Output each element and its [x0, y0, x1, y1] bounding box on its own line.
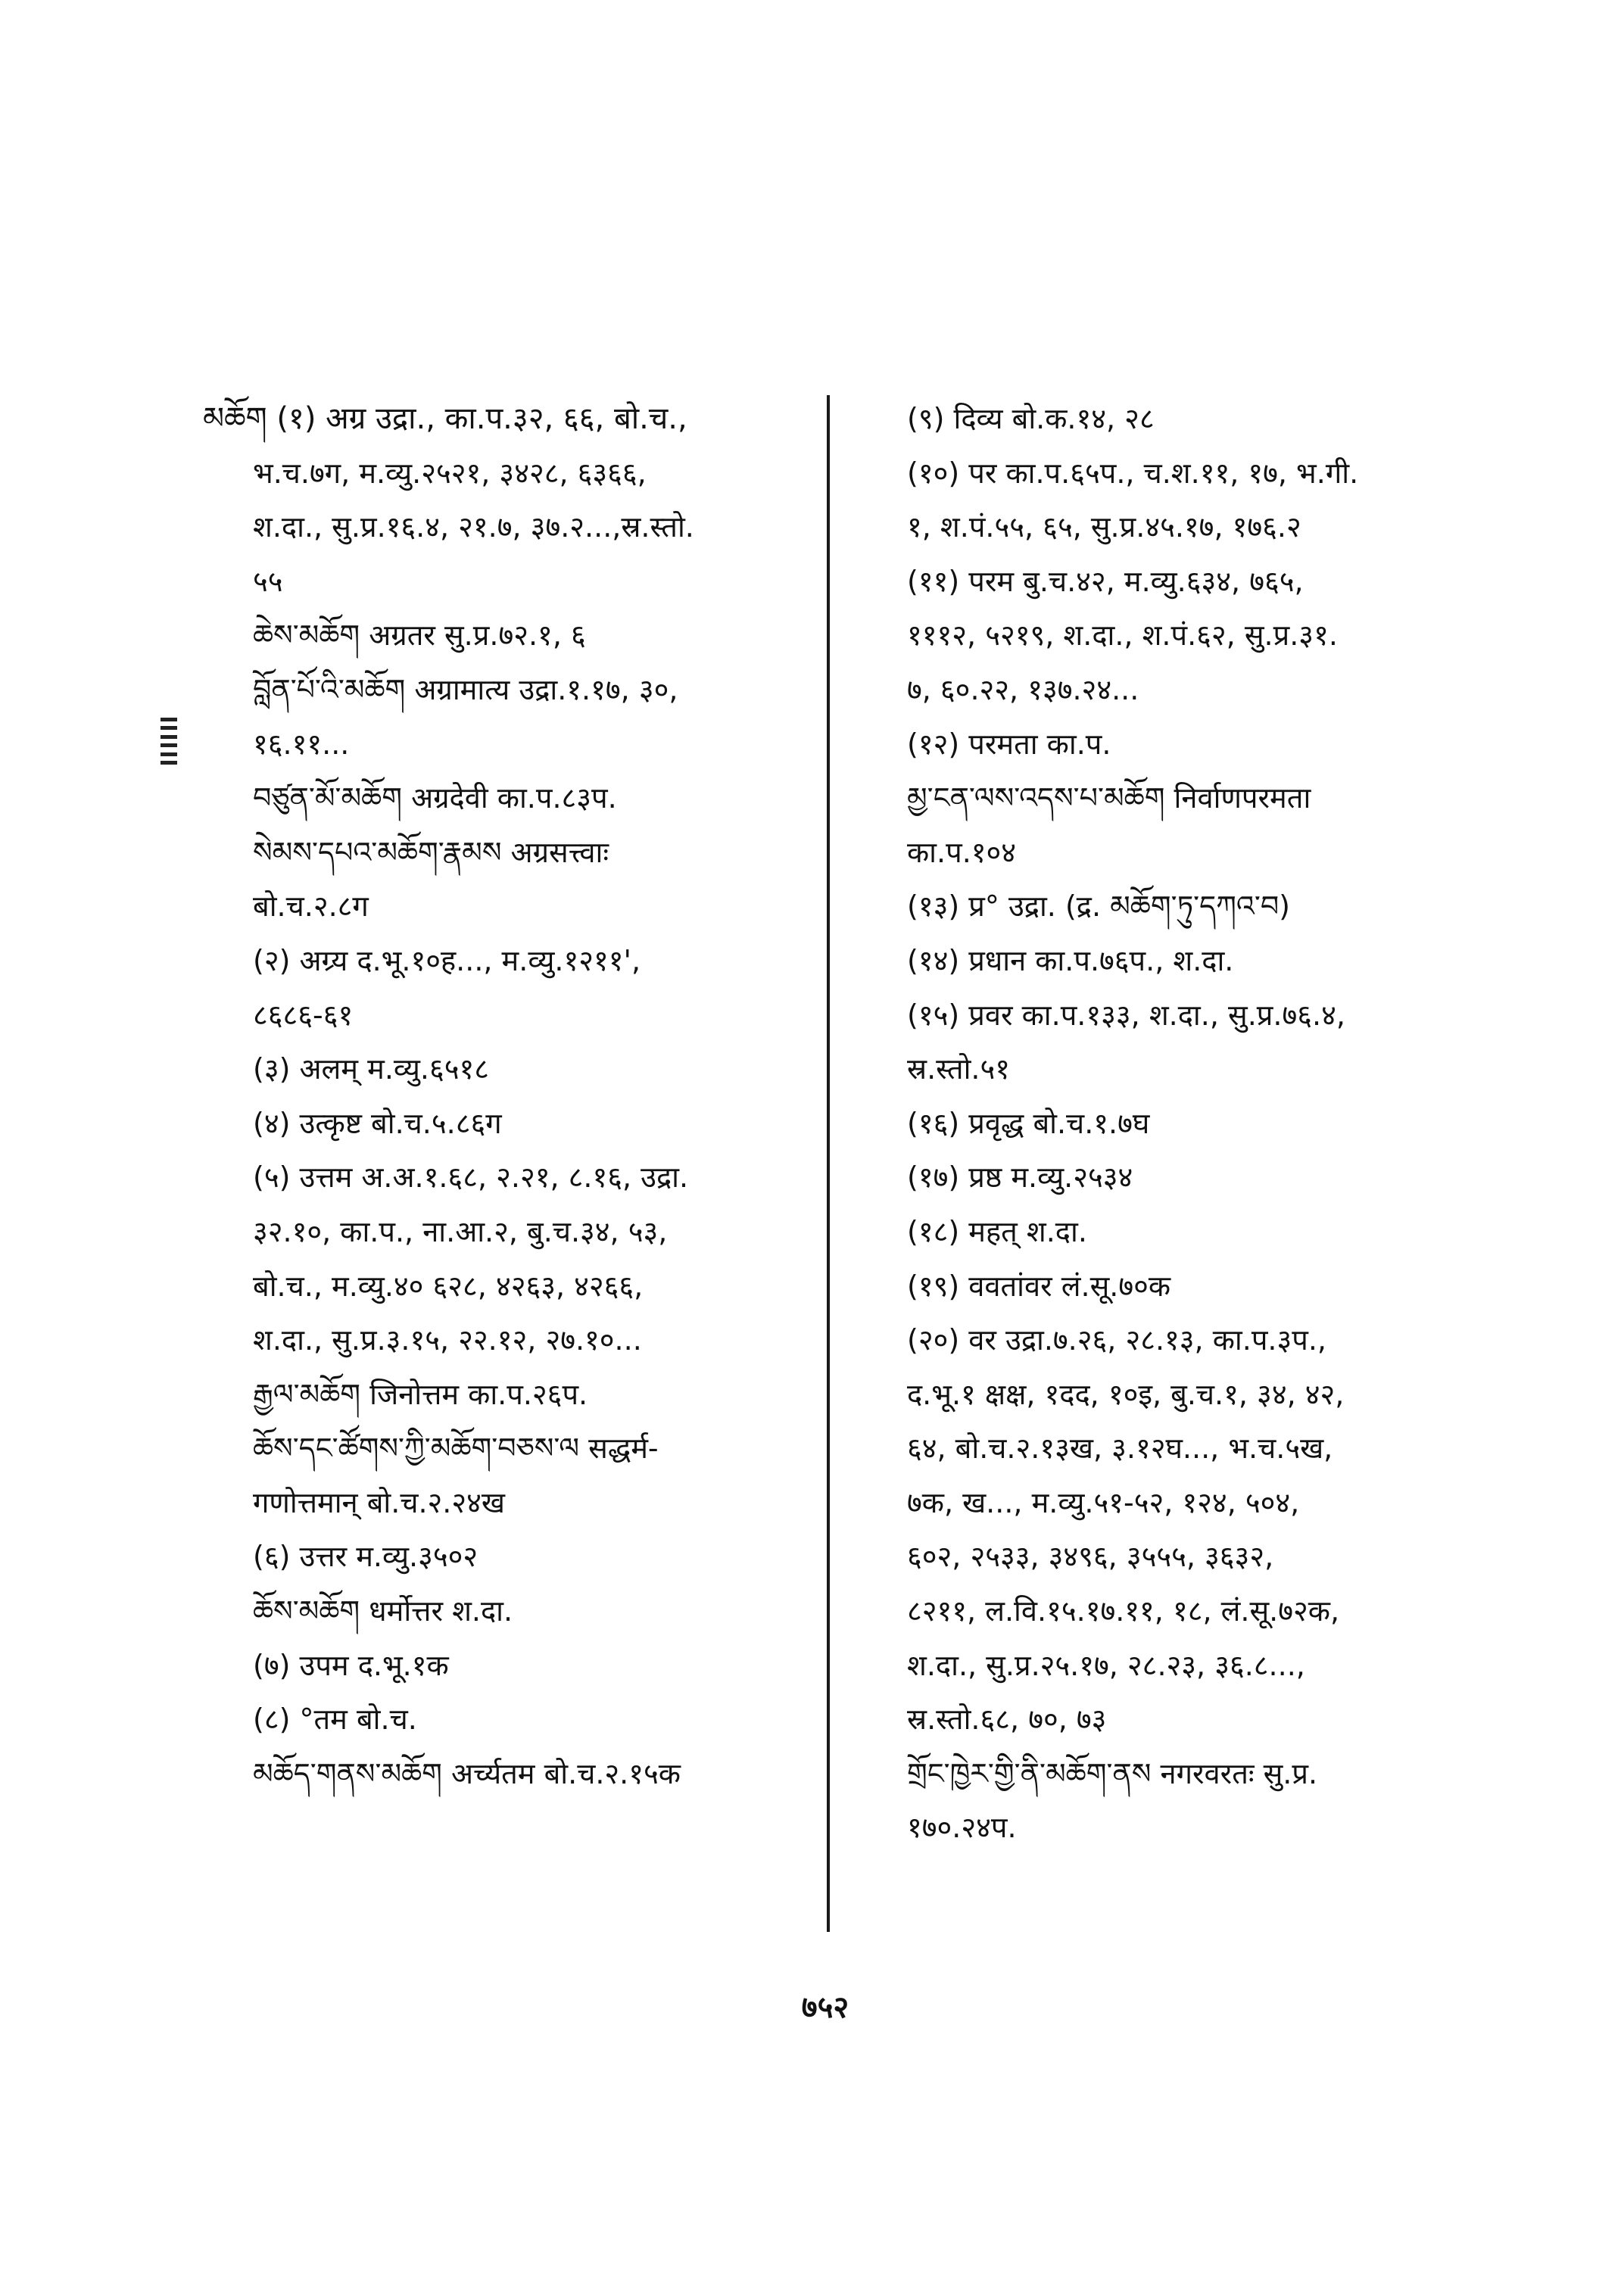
entry-line: ७, ६०.२२, १३७.२४... [907, 672, 1139, 706]
entry-line: (८) °तम बो.च. [253, 1703, 417, 1737]
entry-line: श.दा., सु.प्र.१६.४, २१.७, ३७.२...,स्र.स्तो. [253, 510, 694, 544]
entry-line: ८६८६-६१ [253, 998, 354, 1032]
entry-line: गणोत्तमान् बो.च.२.२४ख [253, 1485, 505, 1519]
entry-line: ५५ [253, 564, 283, 598]
entry-line: (१९) ववतांवर लं.सू.७०क [907, 1269, 1171, 1303]
entry-line: ཆོས་མཆོག धर्मोत्तर श.दा. [253, 1594, 513, 1628]
entry-line: (१०) पर का.प.६५प., च.श.११, १७, भ.गी. [907, 456, 1359, 490]
entry-line: རྒྱལ་མཆོག जिनोत्तम का.प.२६प. [253, 1377, 588, 1411]
entry-line: ६०२, २५३३, ३४९६, ३५५५, ३६३२, [907, 1540, 1274, 1574]
entry-line: श.दा., सु.प्र.२५.१७, २८.२३, ३६.८..., [907, 1648, 1305, 1682]
entry-line: མཆོག (१) अग्र उद्रा., का.प.३२, ६६, बो.च., [203, 401, 687, 436]
entry-line: (१५) प्रवर का.प.१३३, श.दा., सु.प्र.७६.४, [907, 998, 1345, 1032]
entry-line: བློན་པོ་འི་མཆོག अग्रामात्य उद्रा.१.१७, ३०, [253, 672, 678, 706]
entry-line: (२) अग्र्य द.भू.१०ह..., म.व्यु.१२११', [253, 943, 641, 977]
entry-line: སེམས་དཔའ་མཆོག་རྣམས अग्रसत्त्वाः [253, 835, 609, 869]
entry-line: बो.च.२.८ग [253, 889, 369, 924]
entry-line: द.भू.१ क्षक्ष, १दद, १०इ, बु.च.१, ३४, ४२, [907, 1377, 1345, 1411]
entry-line: ཆེས་མཆོག अग्रतर सु.प्र.७२.१, ६ [253, 618, 586, 653]
entry-line: स्र.स्तो.५१ [907, 1052, 1011, 1086]
right-column [907, 392, 1490, 1855]
entry-line: १६.११... [253, 727, 350, 761]
entry-line: भ.च.७ग, म.व्यु.२५२१, ३४२८, ६३६६, [253, 456, 647, 490]
entry-line: (७) उपम द.भू.१क [253, 1648, 449, 1682]
entry-line: बो.च., म.व्यु.४० ६२८, ४२६३, ४२६६, [253, 1269, 644, 1303]
entry-line: (९) दिव्य बो.क.१४, २८ [907, 402, 1155, 435]
entry-line: (१२) परमता का.प. [907, 727, 1111, 761]
entry-line: ८२११, ल.वि.१५.१७.११, १८, लं.सू.७२क, [907, 1594, 1340, 1628]
entry-line: (१३) प्र° उद्रा. (द्र. མཆོག་ཏུ་དཀའ་བ) [907, 889, 1291, 924]
entry-line: (१४) प्रधान का.प.७६प., श.दा. [907, 943, 1234, 977]
entry-line: १११२, ५२१९, श.दा., श.पं.६२, सु.प्र.३१. [907, 618, 1338, 653]
left-column [203, 392, 809, 1801]
entry-line: (६) उत्तर म.व्यु.३५०२ [253, 1540, 478, 1574]
entry-line: स्र.स्तो.६८, ७०, ७३ [907, 1703, 1107, 1737]
entry-line: བཙུན་མོ་མཆོག अग्रदेवी का.प.८३प. [253, 781, 617, 815]
side-margin-mark [161, 718, 177, 765]
entry-line: का.प.१०४ [907, 835, 1017, 869]
entry-line: (२०) वर उद्रा.७.२६, २८.१३, का.प.३प., [907, 1323, 1326, 1357]
entry-line: གྲོང་ཁྱེར་གྱི་ནི་མཆོག་ནས नगरवरतः सु.प्र. [907, 1756, 1318, 1790]
entry-line: ཆོས་དང་ཚོགས་ཀྱི་མཆོག་བཅས་ལ सद्धर्म- [253, 1432, 659, 1466]
entry-line: १७०.२४प. [907, 1811, 1017, 1845]
entry-line: १, श.पं.५५, ६५, सु.प्र.४५.१७, १७६.२ [907, 510, 1301, 544]
entry-line: ३२.१०, का.प., ना.आ.२, बु.च.३४, ५३, [253, 1214, 668, 1248]
entry-line: མཆོད་གནས་མཆོག अर्च्यतम बो.च.२.१५क [253, 1756, 681, 1790]
entry-line: (३) अलम् म.व्यु.६५१८ [253, 1052, 490, 1086]
entry-line: (५) उत्तम अ.अ.१.६८, २.२१, ८.१६, उद्रा. [253, 1161, 689, 1195]
column-divider [827, 395, 830, 1932]
entry-line: མྱ་ངན་ལས་འདས་པ་མཆོག निर्वाणपरमता [907, 781, 1311, 815]
entry-line: (११) परम बु.च.४२, म.व्यु.६३४, ७६५, [907, 564, 1304, 598]
entry-line: (१७) प्रष्ठ म.व्यु.२५३४ [907, 1161, 1133, 1195]
entry-line: (४) उत्कृष्ट बो.च.५.८६ग [253, 1106, 502, 1140]
entry-line: श.दा., सु.प्र.३.१५, २२.१२, २७.१०... [253, 1323, 642, 1357]
entry-line: (१६) प्रवृद्ध बो.च.१.७घ [907, 1106, 1150, 1140]
page-number: ७५२ [801, 1990, 849, 2025]
entry-line: (१८) महत् श.दा. [907, 1214, 1087, 1248]
entry-line: ६४, बो.च.२.१३ख, ३.१२घ..., भ.च.५ख, [907, 1432, 1333, 1466]
entry-line: ७क, ख..., म.व्यु.५१-५२, १२४, ५०४, [907, 1485, 1300, 1519]
